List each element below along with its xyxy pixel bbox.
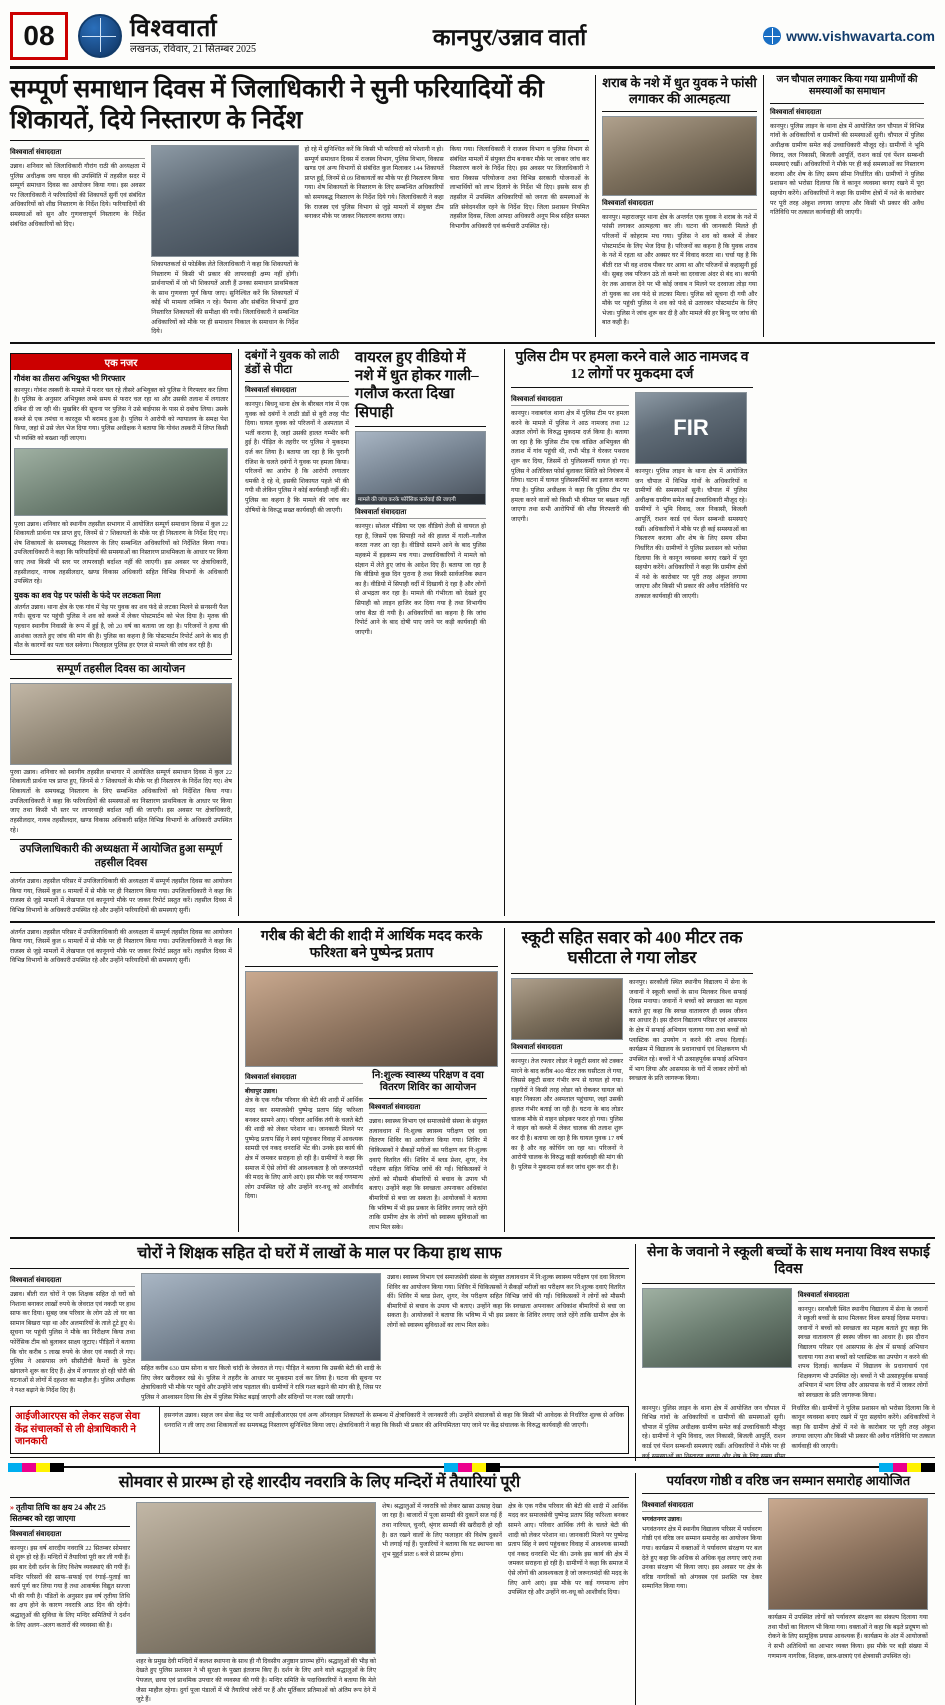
website-link[interactable]: [763, 27, 935, 45]
story-shadi-byline: विश्ववार्ता संवाददाता: [245, 1073, 363, 1084]
story-shadi: [239, 928, 505, 1233]
story-suicide-photo: [602, 116, 757, 196]
story-shadi-photo: [245, 971, 498, 1067]
footer-rule: [10, 1457, 935, 1458]
story-chori-byline: विश्ववार्ता संवाददाता: [10, 1276, 135, 1287]
story-fir8-headline: पुलिस टीम पर हमला करने वाले आठ नामजद व 12 लोगों पर मुकदमा दर्ज: [515, 349, 749, 382]
story-viral-caption: मामले की जांच करके फोरेंसिक कार्रवाई की जाएगी: [356, 494, 485, 504]
edition-title: कानपुर/उन्नाव वार्ता: [432, 25, 587, 50]
lead-story: [10, 75, 596, 337]
lead-col3: हो रहे में सुनिश्चित करें कि किसी भी फरियादी को परेशानी न हो। सम्पूर्ण समाधान दिवस में राजस्व विभाग, पुलिस विभाग, विकास खण्ड एवं अन्य विभागों से संबंधित कुल मिलाकर 144 शिकायतें प्राप्त हुईं, जिनमें से 09 शिकायतों का मौके पर ही निस्तारण किया गया। शेष शिकायतों के निस्तारण के लिए सम्बन्धित अधिकारियों को समयबद्ध निस्तारण के निर्देश दिये गये। जिलाधिकारी ने कहा कि राजस्व एवं पुलिस विभाग से जुड़े मामलों में संयुक्त टीम बनाकर मौके पर जाकर निस्तारण कराया जाए।: [304, 146, 444, 221]
glance-item-0-body: कानपुर। गोवंश तस्करी के मामले में फरार चल रहे तीसरे अभियुक्त को पुलिस ने गिरफ्तार कर लिया है। पुलिस के अनुसार अभियुक्त लम्बे समय से फरार चल रहा था और उसकी तलाश में लगातार दबिश दी जा रही थी। मुखबिर की सूचना पर पुलिस ने उसे बाईपास के पास से दबोच लिया। उसके कब्जे से एक तमंचा व कारतूस भी बरामद हुआ है। पुलिस ने आरोपी को न्यायालय के समक्ष पेश किया, जहां से उसे जेल भेज दिया गया। पुलिस अधीक्षक ने बताया कि गोवंश तस्करी में लिप्त किसी भी व्यक्ति को बख्शा नहीं जाएगा।: [14, 386, 228, 442]
section-fourth: [10, 1244, 935, 1461]
col-placeholder-left: [10, 928, 239, 1233]
story-paryavaran: [636, 1473, 935, 1705]
lead-headline: सम्पूर्ण समाधान दिवस में जिलाधिकारी ने सुनी फरियादियों की शिकायतें, दिये निस्तारण के निर्देश: [10, 76, 544, 134]
left-overflow-text: अंतर्गत उन्नाव। तहसील परिसर में उपजिलाधिकारी की अध्यक्षता में सम्पूर्ण तहसील दिवस का आयोजन किया गया, जिसमें कुल 6 मामलों में से मौके पर ही निस्तारण किया गया। उपजिलाधिकारी ने कहा कि राजस्व से जुड़े मामलों में लेखपाल एवं कानूनगो मौके पर जाकर रिपोर्ट प्रस्तुत करें। तहसील दिवस में विभिन्न विभागों के अधिकारी उपस्थित रहे और उन्होंने फरियादियों की समस्याएं सुनीं।: [10, 928, 232, 965]
story-navratri-body: कानपुर। इस वर्ष शारदीय नवरात्रि 22 सितम्बर सोमवार से शुरू हो रहे हैं। मन्दिरों में तैयारियां पूरी कर ली गयी हैं। इस बार देवी दर्शन के लिए विशेष व्यवस्थाएं की गयी हैं। मन्दिर परिसरों की साफ–सफाई एवं रंगाई–पुताई का कार्य पूर्ण कर लिया गया है तथा आकर्षक विद्युत सज्जा भी की गयी है। पंडितों के अनुसार इस वर्ष तृतीया तिथि का क्षय होने के कारण नवरात्रि आठ दिन की रहेगी। श्रद्धालुओं की सुविधा के लिए मन्दिर समितियों ने दर्शन के लिए अलग–अलग कतारों की व्यवस्था की है।: [10, 1544, 130, 1629]
story-navratri-body4: क्षेत्र के एक गरीब परिवार की बेटी की शादी में आर्थिक मदद कर समाजसेवी पुष्पेन्द्र प्रताप सिंह फरिश्ता बनकर सामने आए। परिवार आर्थिक तंगी के चलते बेटी की शादी को लेकर परेशान था। जानकारी मिलने पर पुष्पेन्द्र प्रताप सिंह ने स्वयं पहुंचकर विवाह में आवश्यक सामग्री एवं नकद धनराशि भेंट की। उनके इस कार्य की क्षेत्र में जमकर सराहना हो रही है। ग्रामीणों ने कहा कि समाज में ऐसे लोगों की आवश्यकता है जो जरूरतमंदों की मदद के लिए आगे आएं। इस मौके पर कई गणमान्य लोग उपस्थित रहे और उन्होंने वर-वधू को आशीर्वाद दिया।: [508, 1502, 628, 1597]
story-army-body: कानपुर। सरकौली स्थित स्थानीय विद्यालय में सेना के जवानों ने स्कूली बच्चों के साथ मिलकर विश्व सफाई दिवस मनाया। जवानों ने बच्चों को स्वच्छता का महत्व बताते हुए कहा कि स्वच्छ वातावरण ही स्वस्थ जीवन का आधार है। इस दौरान विद्यालय परिसर एवं आसपास के क्षेत्र में सफाई अभियान चलाया गया तथा बच्चों को प्लास्टिक का उपयोग न करने की शपथ दिलाई। कार्यक्रम में विद्यालय के प्रधानाचार्य एवं शिक्षकगण भी उपस्थित रहे। बच्चों ने भी उत्साहपूर्वक सफाई अभियान में भाग लिया और आसपास के घरों में जाकर लोगों को स्वच्छता के प्रति जागरूक किया।: [797, 1305, 928, 1400]
brand-block: [130, 17, 256, 55]
website-url: www.vishwavarta.com: [786, 28, 935, 44]
story-suicide-headline: शराब के नशे में धुत युवक ने फांसी लगाकर की आत्महत्या: [602, 75, 757, 106]
cmyk-bar-right: [879, 1463, 935, 1472]
brand-title: विश्ववार्ता: [130, 16, 218, 42]
section-third: [10, 928, 935, 1233]
story-paryavaran-byline: विश्ववार्ता संवाददाता: [642, 1501, 762, 1512]
story-scooty-headline: स्कूटी सहित सवार को 400 मीटर तक घसीटता ले गया लोडर: [521, 927, 743, 968]
section-middle: [10, 349, 935, 916]
cmyk-registration-bars: [0, 1460, 945, 1474]
glance-item-1-head: युवक का शव पेड़ पर फांसी के फंदे पर लटकता मिला: [14, 590, 161, 600]
story-army-photo: [642, 1288, 792, 1368]
story-viral-body: कानपुर। सोशल मीडिया पर एक वीडियो तेजी से वायरल हो रहा है, जिसमें एक सिपाही नशे की हालत में गाली–गलौज करता नजर आ रहा है। वीडियो सामने आने के बाद पुलिस महकमे में हड़कम्प मच गया। उच्चाधिकारियों ने मामले को संज्ञान में लेते हुए जांच के आदेश दिए हैं। बताया जा रहा है कि वीडियो कुछ दिन पुराना है तथा किसी सार्वजनिक स्थान का है। वीडियो में सिपाही वर्दी में दिखायी दे रहा है और लोगों से अभद्रता कर रहा है। मामले की गंभीरता को देखते हुए सिपाही को लाइन हाजिर कर दिया गया है तथा विभागीय जांच बैठा दी गयी है। अधिकारियों का कहना है कि जांच रिपोर्ट आने के बाद दोषी पाए जाने पर कड़ी कार्यवाही की जाएगी।: [355, 523, 486, 636]
story-fir8-body-cont: कानपुर। पुलिस लाइन के थाना क्षेत्र में आयोजित जन चौपाल में विभिन्न गांवों के अधिकारियों व ग्रामीणों की समस्याओं सुनी। चौपाल में पुलिस अधीक्षक ग्रामीण समेत कई उच्चाधिकारी मौजूद रहे। ग्रामीणों ने भूमि विवाद, जल निकासी, बिजली आपूर्ति, राशन कार्ड एवं पेंशन सम्बन्धी समस्याएं रखीं। अधिकारियों ने मौके पर ही कई समस्याओं का निस्तारण कराया और शेष के लिए समय सीमा निर्धारित की। ग्रामीणों ने पुलिस प्रशासन को भरोसा दिलाया कि वे कानून व्यवस्था बनाए रखने में पूरा सहयोग करेंगे। अधिकारियों ने कहा कि ग्रामीण क्षेत्रों में नशे के कारोबार पर पूरी तरह अंकुश लगाया जाएगा और किसी भी प्रकार की अवैध गतिविधि पर तत्काल कार्यवाही की जाएगी।: [635, 468, 747, 600]
story-army: [636, 1244, 935, 1461]
story-fir8-photo: [635, 392, 747, 464]
brand-subtitle: लखनऊ, रविवार, 21 सितम्बर 2025: [130, 44, 256, 55]
story-paryavaran-body: भगवंतनगर क्षेत्र में स्थानीय विद्यालय परिसर में पर्यावरण गोष्ठी एवं वरिष्ठ जन सम्मान समारोह का आयोजन किया गया। कार्यक्रम में वक्ताओं ने पर्यावरण संरक्षण पर बल देते हुए कहा कि अधिक से अधिक वृक्ष लगाए जाएं तथा उनका संरक्षण भी किया जाए। इस अवसर पर क्षेत्र के वरिष्ठ नागरिकों को अंगवस्त्र एवं प्रशस्ति पत्र देकर सम्मानित किया गया।: [641, 1525, 762, 1591]
story-chori: [10, 1244, 636, 1461]
story-chori-body2: सहित करीब 630 ग्राम सोना व चार किलो चांदी के जेवरात ले गए। पीड़ित ने बताया कि उसकी बेटी की शादी के लिए जेवर खरीदकर रखे थे। पुलिस ने तहरीर के आधार पर मुकदमा दर्ज कर लिया है। घटना की सूचना पर क्षेत्राधिकारी भी मौके पर पहुंचे और उन्होंने जांच पड़ताल की। ग्रामीणों ने रात्रि गश्त बढ़ाने की मांग की है, जिस पर पुलिस ने आश्वासन दिया कि क्षेत्र में पुलिस पिकेट बढ़ाई जाएगी और संदिग्धों पर नजर रखी जाएगी।: [141, 1364, 381, 1401]
story-paryavaran-body2: कार्यक्रम में उपस्थित लोगों को पर्यावरण संरक्षण का संकल्प दिलाया गया तथा पौधों का वितरण भी किया गया। वक्ताओं ने कहा कि बढ़ते प्रदूषण को रोकने के लिए सामूहिक प्रयास आवश्यक हैं। कार्यक्रम के अंत में आयोजकों ने सभी अतिथियों का आभार व्यक्त किया। इस मौके पर बड़ी संख्या में गणमान्य नागरिक, शिक्षक, छात्र-छात्राएं एवं क्षेत्रवासी उपस्थित रहे।: [767, 1614, 928, 1660]
fir-placard: FIR: [673, 415, 709, 441]
story-chori-headline: चोरों ने शिक्षक सहित दो घरों में लाखों के माल पर किया हाथ साफ: [137, 1245, 502, 1263]
story-fir8: [505, 349, 753, 916]
story-navratri-headline: सोमवार से प्रारम्भ हो रहे शारदीय नवरात्रि के लिए मन्दिरों में तैयारियां पूरी: [118, 1474, 521, 1492]
glance-box: [10, 353, 232, 655]
masthead: [10, 8, 935, 69]
web-globe-icon: [763, 27, 781, 45]
story-suicide: [596, 75, 764, 337]
glance-item-2-head: उपजिलाधिकारी की अध्यक्षता में आयोजित हुआ सम्पूर्ण तहसील दिवस: [10, 839, 232, 873]
story-fir8-body: कानपुर। नवाबगंज थाना क्षेत्र में पुलिस टीम पर हमला करने के मामले में पुलिस ने आठ नामजद तथा 12 अज्ञात लोगों के विरुद्ध मुकदमा दर्ज किया है। बताया जा रहा है कि पुलिस टीम एक वांछित अभियुक्त की तलाश में गांव पहुंची थी, तभी भीड़ ने घेरकर पथराव शुरू कर दिया, जिसमें दो पुलिसकर्मी घायल हो गए। पुलिस ने अतिरिक्त फोर्स बुलाकर स्थिति को नियंत्रण में लिया। घटना में घायल पुलिसकर्मियों का इलाज कराया गया है। पुलिस अधीक्षक ने कहा कि पुलिस टीम पर हमला करने वालों को किसी भी कीमत पर बख्शा नहीं जाएगा तथा सभी आरोपियों की शीघ्र गिरफ्तारी की जाएगी।: [511, 410, 629, 523]
cmyk-bar-left: [8, 1463, 64, 1472]
story-paryavaran-dateline: भगवंतनगर उन्नाव।: [641, 1516, 682, 1524]
story-scooty-photo: [511, 978, 623, 1040]
glance-item-0-head: गौवंश का तीसरा अभियुक्त भी गिरफ्तार: [14, 373, 126, 383]
story-viral-headline: वायरल हुए वीडियो में नशे में धुत होकर गाली–गलौज करता दिखा सिपाही: [355, 349, 479, 421]
story-suicide-byline: विश्ववार्ता संवाददाता: [602, 199, 757, 210]
story-navratri-byline: विश्ववार्ता संवाददाता: [10, 1530, 130, 1541]
story-navratri-photo: [136, 1502, 376, 1654]
column-dabangg: [239, 349, 505, 916]
story-shadi-headline: गरीब की बेटी की शादी में आर्थिक मदद करके फरिश्ता बने पुष्पेन्द्र प्रताप: [260, 928, 483, 961]
story-scooty-body-cont: कानपुर। सरकौली स्थित स्थानीय विद्यालय में सेना के जवानों ने स्कूली बच्चों के साथ मिलकर विश्व सफाई दिवस मनाया। जवानों ने बच्चों को स्वच्छता का महत्व बताते हुए कहा कि स्वच्छ वातावरण ही स्वस्थ जीवन का आधार है। इस दौरान विद्यालय परिसर एवं आसपास के क्षेत्र में सफाई अभियान चलाया गया तथा बच्चों को प्लास्टिक का उपयोग न करने की शपथ दिलाई। कार्यक्रम में विद्यालय के प्रधानाचार्य एवं शिक्षकगण भी उपस्थित रहे। बच्चों ने भी उत्साहपूर्वक सफाई अभियान में भाग लिया और आसपास के घरों में जाकर लोगों को स्वच्छता के प्रति जागरूक किया।: [629, 979, 747, 1083]
story-chori-photo: [141, 1273, 381, 1361]
story-chori-body: उन्नाव। बीती रात चोरों ने एक शिक्षक सहित दो घरों को निशाना बनाकर लाखों रुपये के जेवरात एवं नकदी पर हाथ साफ कर दिया। सुबह जब परिवार के लोग उठे तो घर का सामान बिखरा पड़ा था और अलमारियों के ताले टूटे हुए थे। सूचना पर पहुंची पुलिस ने मौके का निरीक्षण किया तथा फोरेंसिक टीम को बुलाकर साक्ष्य जुटाए। पीड़ितों ने बताया कि चोर करीब 5 लाख रुपये के जेवर एवं नकदी ले गए। पुलिस ने आसपास लगे सीसीटीवी कैमरों के फुटेज खंगालने शुरू कर दिए हैं। क्षेत्र में लगातार हो रही चोरी की घटनाओं से लोगों में दहशत का माहौल है। पुलिस अधीक्षक ने गश्त बढ़ाने के निर्देश दिए हैं।: [10, 1290, 135, 1394]
story-navratri-body2: शहर के प्रमुख देवी मन्दिरों में कलश स्थापना के साथ ही नौ दिवसीय अनुष्ठान प्रारम्भ होंगे। श्रद्धालुओं की भीड़ को देखते हुए पुलिस प्रशासन ने भी सुरक्षा के पुख्ता इंतजाम किए हैं। दर्शन के लिए आने वाले श्रद्धालुओं के लिए पेयजल, छाया एवं प्राथमिक उपचार की व्यवस्था की गयी है। मन्दिर समिति के पदाधिकारियों ने बताया कि मेले जैसा माहौल रहेगा। दुर्गा पूजा पंडालों में भी तैयारियां जोरों पर हैं और मूर्तिकार प्रतिमाओं को अंतिम रूप देने में जुटे हैं।: [136, 1657, 376, 1704]
tehsil-photo: [10, 683, 232, 765]
story-viral-photo: [355, 431, 486, 505]
story-shivir-body: उन्नाव। स्वास्थ्य विभाग एवं समाजसेवी संस्था के संयुक्त तत्वावधान में नि:शुल्क स्वास्थ्य परीक्षण एवं दवा वितरण शिविर का आयोजन किया गया। शिविर में चिकित्सकों ने सैकड़ों मरीजों का परीक्षण कर नि:शुल्क दवाएं वितरित कीं। शिविर में ब्लड प्रेशर, शुगर, नेत्र परीक्षण सहित विभिन्न जांचें की गईं। चिकित्सकों ने लोगों को मौसमी बीमारियों से बचाव के उपाय भी बताए। उन्होंने कहा कि स्वच्छता अपनाकर अधिकांश बीमारियों से बचा जा सकता है। आयोजकों ने बताया कि भविष्य में भी इस प्रकार के शिविर लगाए जाते रहेंगे ताकि ग्रामीण क्षेत्र के लोगों को स्वास्थ्य सुविधाओं का लाभ मिल सके।: [369, 1118, 487, 1231]
story-dabangg-body: कानपुर। बिधनू थाना क्षेत्र के बीरबल गांव में एक युवक को दबंगों ने लाठी डंडों से बुरी तरह पीट दिया। घायल युवक को परिजनों ने अस्पताल में भर्ती कराया है, जहां उसकी हालत गम्भीर बनी हुई है। पीड़ित के तहरीर पर पुलिस ने मुकदमा दर्ज कर लिया है। बताया जा रहा है कि पुरानी रंजिश के चलते दबंगों ने युवक पर हमला किया। परिजनों का आरोप है कि आरोपी लगातार धमकी दे रहे थे, इसकी शिकायत पहले भी की गयी थी लेकिन पुलिस ने कोई कार्यवाही नहीं की। पुलिस का कहना है कि मामले की जांच कर दोषियों के विरुद्ध सख्त कार्यवाही की जाएगी।: [245, 400, 349, 514]
glance-item-0-body-cont: पुरवा उन्नाव। शनिवार को स्थानीय तहसील सभागार में आयोजित सम्पूर्ण समाधान दिवस में कुल 22 शिकायती प्रार्थना पत्र प्राप्त हुए, जिनमें से 7 शिकायतों के मौके पर ही निस्तारण के निर्देश दिए गए। शेष शिकायतों के समयबद्ध निस्तारण के लिए सम्बन्धित अधिकारियों को निर्देशित किया गया। उपजिलाधिकारी ने कहा कि फरियादियों की समस्याओं का निस्तारण प्राथमिकता के आधार पर किया जाए तथा किसी भी स्तर पर लापरवाही बर्दाश्त नहीं की जाएगी। इस अवसर पर क्षेत्राधिकारी, तहसीलदार, नायब तहसीलदार, खण्ड विकास अधिकारी सहित विभिन्न विभागों के अधिकारी उपस्थित रहे।: [14, 520, 228, 586]
lead-col2: शिकायतकर्ता से फोर्डबैक लेते जिलाधिकारी ने कहा कि शिकायतों के निस्तारण में किसी भी प्रकार की लापरवाही क्षम्य नहीं होगी। प्रार्थनापत्रों में जो भी शिकायतें आती हैं उनका समाधान प्राथमिकता के साथ गुणवत्ता पूर्ण किया जाए। सुनिश्चित करें कि शिकायतों में कोई भी मामला लम्बित न रहे। पैमाना और संबंधित विभागों द्वारा निस्तारित शिकायतों की समीक्षा की गयी। जिलाधिकारी ने सम्बन्धित अधिकारियों को मौके पर ही समाधान निकाल के समाधान के निर्देश दिये।: [151, 261, 299, 336]
story-navratri: [10, 1473, 636, 1705]
lead-photo: [151, 145, 298, 257]
glance-item-1-body: अंतर्गत उन्नाव। थाना क्षेत्र के एक गांव में पेड़ पर युवक का शव फंदे से लटका मिलने से सनसनी फैल गयी। सूचना पर पहुंची पुलिस ने शव को कब्जे में लेकर पोस्टमार्टम को भेज दिया है। मृतक की पहचान स्थानीय निवासी के रूप में हुई है, जो 20 वर्ष का बताया जा रहा है। परिजनों ने हत्या की आशंका जताते हुए जांच की मांग की है। पुलिस का कहना है कि पोस्टमार्टम रिपोर्ट आने के बाद ही मौत के कारणों का पता चल सकेगा। फिलहाल पुलिस हर एंगल से मामले की जांच कर रही है।: [14, 603, 228, 650]
story-navratri-body3: शेष। श्रद्धालुओं में नवरात्रि को लेकर खासा उत्साह देखा जा रहा है। बाजारों में पूजा सामग्री की दुकानें सज गई हैं तथा नारियल, चुनरी, श्रृंगार सामग्री की खरीदारी हो रही है। व्रत रखने वालों के लिए फलाहार की विशेष दुकानें भी लगाई गई हैं। पुजारियों ने बताया कि घट स्थापना का शुभ मुहूर्त प्रातः 6 बजे से प्रारम्भ होगा।: [382, 1502, 502, 1558]
story-paryavaran-headline: पर्यावरण गोष्ठी व वरिष्ठ जन सम्मान समारोह आयोजित: [666, 1473, 911, 1489]
story-army-headline: सेना के जवानो ने स्कूली बच्चों के साथ मनाया विश्व सफाई दिवस: [647, 1245, 930, 1278]
story-chaupal-byline: विश्ववार्ता संवाददाता: [770, 108, 924, 119]
story-chaupal-headline: जन चौपाल लगाकर किया गया ग्रामीणों की समस्याओं का समाधान: [776, 75, 918, 97]
story-shivir-byline: विश्ववार्ता संवाददाता: [369, 1103, 487, 1114]
story-chori-body3: उन्नाव। स्वास्थ्य विभाग एवं समाजसेवी संस्था के संयुक्त तत्वावधान में नि:शुल्क स्वास्थ्य परीक्षण एवं दवा वितरण शिविर का आयोजन किया गया। शिविर में चिकित्सकों ने सैकड़ों मरीजों का परीक्षण कर नि:शुल्क दवाएं वितरित कीं। शिविर में ब्लड प्रेशर, शुगर, नेत्र परीक्षण सहित विभिन्न जांचें की गईं। चिकित्सकों ने लोगों को मौसमी बीमारियों से बचाव के उपाय भी बताए। उन्होंने कहा कि स्वच्छता अपनाकर अधिकांश बीमारियों से बचा जा सकता है। आयोजकों ने बताया कि भविष्य में भी इस प्रकार के शिविर लगाए जाते रहेंगे ताकि ग्रामीण क्षेत्र के लोगों को स्वास्थ्य सुविधाओं का लाभ मिल सके।: [387, 1273, 625, 1329]
story-viral-byline: विश्ववार्ता संवाददाता: [355, 508, 486, 519]
tehsil-body: पुरवा उन्नाव। शनिवार को स्थानीय तहसील सभागार में आयोजित सम्पूर्ण समाधान दिवस में कुल 22 शिकायती प्रार्थना पत्र प्राप्त हुए, जिनमें से 7 शिकायतों के मौके पर ही निस्तारण के निर्देश दिए गए। शेष शिकायतों के समयबद्ध निस्तारण के लिए सम्बन्धित अधिकारियों को निर्देशित किया गया। उपजिलाधिकारी ने कहा कि फरियादियों की समस्याओं का निस्तारण प्राथमिकता के आधार पर किया जाए तथा किसी भी स्तर पर लापरवाही बर्दाश्त नहीं की जाएगी। इस अवसर पर क्षेत्राधिकारी, तहसीलदार, नायब तहसीलदार, खण्ड विकास अधिकारी सहित विभिन्न विभागों के अधिकारी उपस्थित रहे।: [10, 768, 232, 834]
story-suicide-body: कानपुर। महाराजपुर थाना क्षेत्र के अन्तर्गत एक युवक ने शराब के नशे में फांसी लगाकर आत्महत्या कर ली। घटना की जानकारी मिलते ही परिजनों में कोहराम मच गया। पुलिस ने शव को कब्जे में लेकर पोस्टमार्टम के लिए भेज दिया है। परिजनों का कहना है कि युवक शराब के नशे में रहता था और अक्सर घर में विवाद करता था। चर्चा यह है कि बीती रात भी वह शराब पीकर घर आया था और परिजनों से कहासुनी हुई थी। सुबह जब परिजन उठे तो कमरे का दरवाजा अंदर से बंद था। काफी देर तक आवाज देने पर भी कोई जवाब न मिलने पर दरवाजा तोड़ा गया तो युवक का शव फंदे से लटका मिला। पुलिस को सूचना दी गयी और मौके पर पहुंची पुलिस ने शव को फंदे से उतारकर पोस्टमार्टम के लिए भेजा। पुलिस ने जांच शुरू कर दी है और मामले की हर बिन्दु पर जांच की बात कही है।: [602, 213, 757, 327]
page-number: 08: [10, 12, 68, 60]
glance-title: एक नजर: [11, 354, 231, 370]
story-shivir-headline: नि:शुल्क स्वास्थ्य परिक्षण व दवा वितरण शिविर का आयोजन: [372, 1069, 484, 1093]
story-dabangg-byline: विश्ववार्ता संवाददाता: [245, 386, 349, 397]
globe-logo-icon: [78, 14, 122, 58]
story-shadi-dateline: बीघापुर उन्नाव।: [245, 1087, 278, 1095]
tehsil-subhead: सम्पूर्ण तहसील दिवस का आयोजन: [10, 659, 232, 679]
glance-photo: [14, 448, 228, 516]
glance-item-2-body: अंतर्गत उन्नाव। तहसील परिसर में उपजिलाधिकारी की अध्यक्षता में सम्पूर्ण तहसील दिवस का आयोजन किया गया, जिसमें कुल 6 मामलों में से मौके पर ही निस्तारण किया गया। उपजिलाधिकारी ने कहा कि राजस्व से जुड़े मामलों में लेखपाल एवं कानूनगो मौके पर जाकर रिपोर्ट प्रस्तुत करें। तहसील दिवस में विभिन्न विभागों के अधिकारी उपस्थित रहे और उन्होंने फरियादियों की समस्याएं सुनीं।: [10, 878, 232, 914]
story-shadi-body: क्षेत्र के एक गरीब परिवार की बेटी की शादी में आर्थिक मदद कर समाजसेवी पुष्पेन्द्र प्रताप सिंह फरिश्ता बनकर सामने आए। परिवार आर्थिक तंगी के चलते बेटी की शादी को लेकर परेशान था। जानकारी मिलने पर पुष्पेन्द्र प्रताप सिंह ने स्वयं पहुंचकर विवाह में आवश्यक सामग्री एवं नकद धनराशि भेंट की। उनके इस कार्य की क्षेत्र में जमकर सराहना हो रही है। ग्रामीणों ने कहा कि समाज में ऐसे लोगों की आवश्यकता है जो जरूरतमंदों की मदद के लिए आगे आएं। इस मौके पर कई गणमान्य लोग उपस्थित रहे और उन्होंने वर-वधू को आशीर्वाद दिया।: [245, 1097, 363, 1201]
ad-igrs-body: हसनगंज उन्नाव। सहज जन सेवा केंद्र पर पानी आईजीआरएस एवं अन्य ऑनलाइन शिकायतों के सम्बन्ध में क्षेत्राधिकारी ने जानकारी ली। उन्होंने संचालकों से कहा कि किसी भी आवेदक से निर्धारित शुल्क से अधिक धनराशि न ली जाए तथा शिकायतों का समयबद्ध निस्तारण सुनिश्चित किया जाए। क्षेत्राधिकारी ने कहा कि किसी भी प्रकार की अनियमितता पाए जाने पर केंद्र संचालक के विरुद्ध कार्यवाही की जाएगी।: [164, 1412, 624, 1429]
lead-col1: उन्नाव। शनिवार को जिलाधिकारी गौरांग राठी की अध्यक्षता में पुलिस अधीक्षक जय यादव की उपस्थिति में तहसील सदर में सम्पूर्ण समाधान दिवस का आयोजन किया गया। इस अवसर पर जिलाधिकारी ने फरियादियों की शिकायतें सुनीं एवं संबंधित अधिकारियों को शीघ्र निस्तारण के निर्देश दिये। फरियादियों की समस्याओं को सुन और गुणवत्तापूर्ण निस्तारण के निर्देश संबंधित अधिकारियों को दिए।: [10, 163, 146, 228]
story-army-byline: विश्ववार्ता संवाददाता: [798, 1291, 928, 1302]
story-scooty-byline: विश्ववार्ता संवाददाता: [511, 1043, 623, 1054]
story-scooty-body: कानपुर। तेज रफ्तार लोडर ने स्कूटी सवार को टक्कर मारने के बाद करीब 400 मीटर तक घसीटता ले गया, जिससे स्कूटी सवार गंभीर रूप से घायल हो गया। राहगीरों ने किसी तरह लोडर को रोककर घायल को बाहर निकाला और अस्पताल पहुंचाया, जहां उसकी हालत गंभीर बताई जा रही है। घटना के बाद लोडर चालक मौके से वाहन छोड़कर फरार हो गया। पुलिस ने वाहन को कब्जे में लेकर चालक की तलाश शुरू कर दी है। बताया जा रहा है कि घायल युवक 17 वर्ष का है और वह कोचिंग जा रहा था। परिजनों ने आरोपी चालक के विरुद्ध कड़ी कार्यवाही की मांग की है। पुलिस ने मुकदमा दर्ज कर जांच शुरू कर दी है।: [511, 1058, 623, 1171]
lead-byline: विश्ववार्ता संवाददाता: [10, 148, 145, 159]
ad-igrs-title: आईजीआरएस को लेकर सहज सेवा केंद्र संचालकों से ली क्षेत्राधिकारी ने जानकारी: [15, 1411, 140, 1448]
story-scooty: [505, 928, 753, 1233]
section-top: [10, 75, 935, 337]
lead-col4: किया गया। जिलाधिकारी ने राजस्व विभाग व पुलिस विभाग से संबंधित मामलों में संयुक्त टीम बनाकर मौके पर जाकर जांच कर निस्तारण करने के निर्देश दिए। इस अवसर पर जिलाधिकारी ने चारा विकास परियोजना तथा विभिन्न सरकारी योजनाओं के लाभार्थियों को लाभ दिलाने के निर्देश भी दिए। इसके साथ ही तहसील में उपस्थित अधिकारियों को जनता की समस्याओं के प्रति संवेदनशील रहने के निर्देश दिए। जिला प्रशासन नियमित तहसील दिवस, जिला आपदा अधिकारी अनूप मिश्र सहित समस्त विभागीय अधिकारी एवं कर्मचारी उपस्थित रहे।: [449, 146, 589, 230]
story-army-body-cont: कानपुर। पुलिस लाइन के थाना क्षेत्र में आयोजित जन चौपाल में विभिन्न गांवों के अधिकारियों व ग्रामीणों की समस्याओं सुनी। चौपाल में पुलिस अधीक्षक ग्रामीण समेत कई उच्चाधिकारी मौजूद रहे। ग्रामीणों ने भूमि विवाद, जल निकासी, बिजली आपूर्ति, राशन कार्ड एवं पेंशन सम्बन्धी समस्याएं रखीं। अधिकारियों ने मौके पर ही कई समस्याओं का निस्तारण कराया और शेष के लिए समय सीमा निर्धारित की। ग्रामीणों ने पुलिस प्रशासन को भरोसा दिलाया कि वे कानून व्यवस्था बनाए रखने में पूरा सहयोग करेंगे। अधिकारियों ने कहा कि ग्रामीण क्षेत्रों में नशे के कारोबार पर पूरी तरह अंकुश लगाया जाएगा और किसी भी प्रकार की अवैध गतिविधि पर तत्काल कार्यवाही की जाएगी।: [641, 1404, 935, 1460]
story-dabangg-headline: दबंगों ने युवक को लाठी डंडों से पीटा: [245, 349, 340, 376]
navratri-kicker: » तृतीया तिथि का क्षय 24 और 25 सितम्बर को रहा जाएगा: [10, 1502, 130, 1527]
story-fir8-byline: विश्ववार्ता संवाददाता: [511, 395, 629, 406]
cmyk-bar-center: [444, 1463, 500, 1472]
glance-column: [10, 349, 239, 916]
story-chaupal-body: कानपुर। पुलिस लाइन के थाना क्षेत्र में आयोजित जन चौपाल में विभिन्न गांवों के अधिकारियों व ग्रामीणों की समस्याओं सुनी। चौपाल में पुलिस अधीक्षक ग्रामीण समेत कई उच्चाधिकारी मौजूद रहे। ग्रामीणों ने भूमि विवाद, जल निकासी, बिजली आपूर्ति, राशन कार्ड एवं पेंशन सम्बन्धी समस्याएं रखीं। अधिकारियों ने मौके पर ही कई समस्याओं का निस्तारण कराया और शेष के लिए समय सीमा निर्धारित की। ग्रामीणों ने पुलिस प्रशासन को भरोसा दिलाया कि वे कानून व्यवस्था बनाए रखने में पूरा सहयोग करेंगे। अधिकारियों ने कहा कि ग्रामीण क्षेत्रों में नशे के कारोबार पर पूरी तरह अंकुश लगाया जाएगा और किसी भी प्रकार की अवैध गतिविधि पर तत्काल कार्यवाही की जाएगी।: [770, 122, 924, 217]
story-paryavaran-photo: [768, 1498, 928, 1610]
story-chaupal: [764, 75, 924, 337]
section-bottom: [10, 1473, 935, 1705]
